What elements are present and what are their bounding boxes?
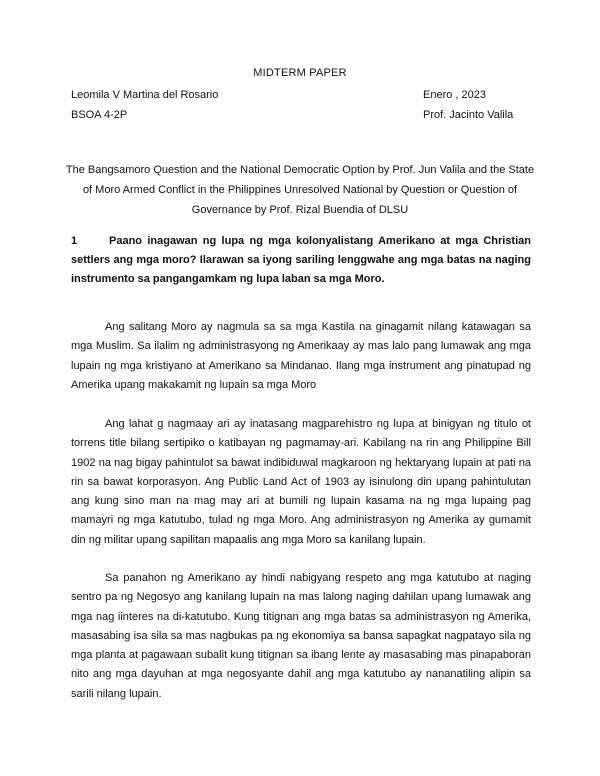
professor-name: Prof. Jacinto Valila (423, 109, 514, 121)
paragraph-text: Ang lahat g nagmaay ari ay inatasang magparehistro ng lupa at binigyan ng titulo ot torrens title bilang sertipiko o katibayan ng pagmamay-ari. Kabilang na rin ang Philippine Bill 1902 na nag bigay pahintulot sa bawat indibiduwal magkaroon ng hektaryang lupain at pati na rin sa bawat korporasyon. Ang Public Land Act of 1903 ay isinulong din upang pahintulutan ang kung sino man na mag may ari at bumili ng lupain kasama na ng mga lupaing pag mamayri ng mga katutubo, tulad ng mga Moro. Ang administrasyon ng Amerika ay gumamit din ng militar upang sapilitan mapaalis ang mga Moro sa kanilang lupain. (71, 418, 531, 546)
paper-title: MIDTERM PAPER (253, 67, 347, 79)
meta-row-author (71, 86, 531, 105)
author-name: Leomila V Martina del Rosario (71, 89, 219, 101)
paper-date: Enero , 2023 (423, 89, 486, 101)
question-text: Paano inagawan ng lupa ng mga kolonyalistang Amerikano at mga Christian settlers ang mga moro? Ilarawan sa iyong sariling lenggwahe ang mga batas na naging instrumento sa pangangamkam ng lupa laban sa mga Moro. (71, 235, 531, 285)
meta-row-section (71, 106, 531, 125)
question-block (71, 232, 531, 289)
body-paragraph-2 (71, 415, 531, 550)
paper-subject: The Bangsamoro Question and the National Democratic Option by Prof. Jun Valila and the State of Moro Armed Conflict in the Philippines Unresolved National by Question or Question of Governance by Prof. Rizal Buendia of DLSU (65, 164, 535, 216)
body-paragraph-3 (71, 569, 531, 704)
paragraph-text: Ang salitang Moro ay nagmula sa sa mga Kastila na ginagamit nilang katawagan sa mga Muslim. Sa ilalim ng administrasyong ng Amerikaay ay mas lalo pang lumawak ang mga lupain ng mga kristiyano at Amerikano sa Mindanao. Ilang mga instrument ang pinatupad ng Amerika upang makakamit ng lupain sa mga Moro (71, 321, 531, 391)
class-section: BSOA 4-2P (71, 109, 128, 121)
question-number: 1 (71, 235, 78, 247)
paragraph-text: Sa panahon ng Amerikano ay hindi nabigyang respeto ang mga katutubo at naging sentro pa ng Negosyo ang kanilang lupain na mas lalong naging dahilan upang lumawak ang mga nag iinteres na di-katutubo. Kung titignan ang mga batas sa administrasyon ng Amerika, masasabing isa sila sa mas nagbukas pa ng ekonomiya sa bansa sapagkat nagpatayo sila ng mga planta at pagawaan subalit kung titignan sa ibang lente ay masasabing mas pinapaboran nito ang mga dayuhan at mga negosyante dahil ang mga katutubo ay nananatiling alipin sa sarili nilang lupain. (71, 572, 531, 700)
body-paragraph-1 (71, 318, 531, 395)
